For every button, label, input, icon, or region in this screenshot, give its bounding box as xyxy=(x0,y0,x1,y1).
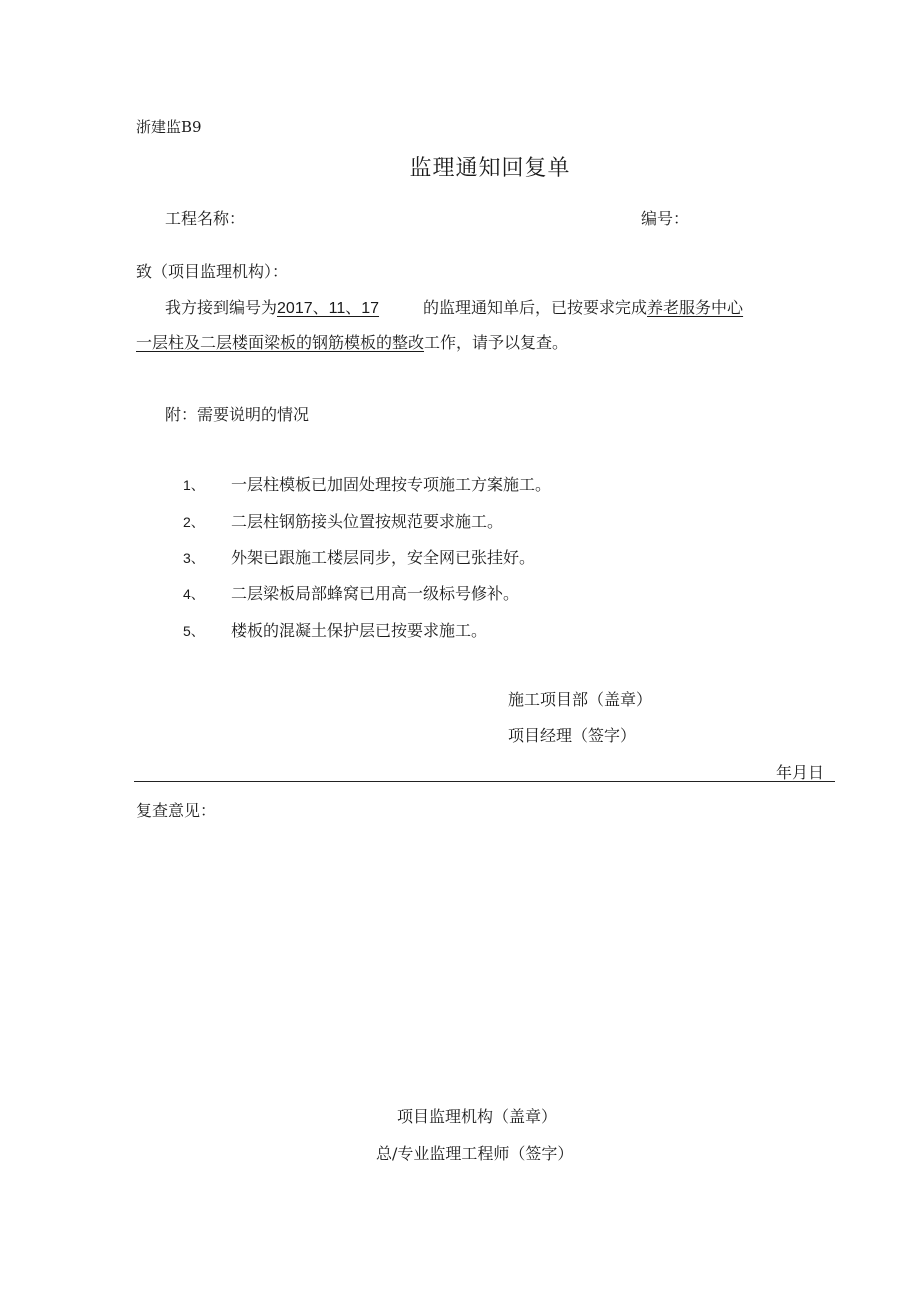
list-item-number: 3、 xyxy=(183,550,205,566)
form-code: 浙建监B9 xyxy=(136,118,202,136)
list-item xyxy=(183,581,519,604)
list-item xyxy=(183,509,503,532)
project-name-label: 工程名称： xyxy=(165,209,246,228)
recipient-line: 致（项目监理机构）： xyxy=(136,262,289,281)
body-paragraph-line-2 xyxy=(136,330,568,353)
document-title: 监理通知回复单 xyxy=(409,156,571,181)
list-item-text: 外架已跟施工楼层同步，安全网已张挂好。 xyxy=(231,548,536,567)
number-label: 编号： xyxy=(641,209,690,228)
supervision-org-seal: 项目监理机构（盖章） xyxy=(397,1107,558,1126)
list-item-number: 4、 xyxy=(183,586,205,602)
list-item xyxy=(183,545,535,568)
task-part-2: 一层柱及二层楼面梁板的钢筋模板的整改 xyxy=(136,333,425,352)
list-item-number: 5、 xyxy=(183,623,205,639)
list-item xyxy=(183,618,487,641)
body-middle: 的监理通知单后，已按要求完成 xyxy=(423,298,648,317)
contractor-date: 年月日 xyxy=(776,763,825,782)
body-paragraph-line-1 xyxy=(165,295,743,318)
supervising-engineer-signature: 总/专业监理工程师（签字） xyxy=(376,1144,574,1163)
list-item-number: 2、 xyxy=(183,514,205,530)
section-divider xyxy=(134,781,835,782)
body-intro: 我方接到编号为 xyxy=(165,298,278,317)
body-ending: 工作，请予以复查。 xyxy=(424,333,569,352)
notice-number: 2017、11、17 xyxy=(277,300,380,317)
list-item-text: 二层梁板局部蜂窝已用高一级标号修补。 xyxy=(231,584,520,603)
list-item-text: 一层柱模板已加固处理按专项施工方案施工。 xyxy=(231,475,552,494)
list-item-text: 二层柱钢筋接头位置按规范要求施工。 xyxy=(231,512,504,531)
task-part-1: 养老服务中心 xyxy=(647,298,744,317)
contractor-dept-seal: 施工项目部（盖章） xyxy=(508,690,653,709)
list-item-number: 1、 xyxy=(183,477,205,493)
review-opinion-label: 复查意见： xyxy=(136,801,217,820)
attachment-heading: 附：需要说明的情况 xyxy=(165,405,310,424)
list-item-text: 楼板的混凝土保护层已按要求施工。 xyxy=(231,621,488,640)
project-manager-signature: 项目经理（签字） xyxy=(508,726,637,745)
list-item xyxy=(183,472,551,495)
